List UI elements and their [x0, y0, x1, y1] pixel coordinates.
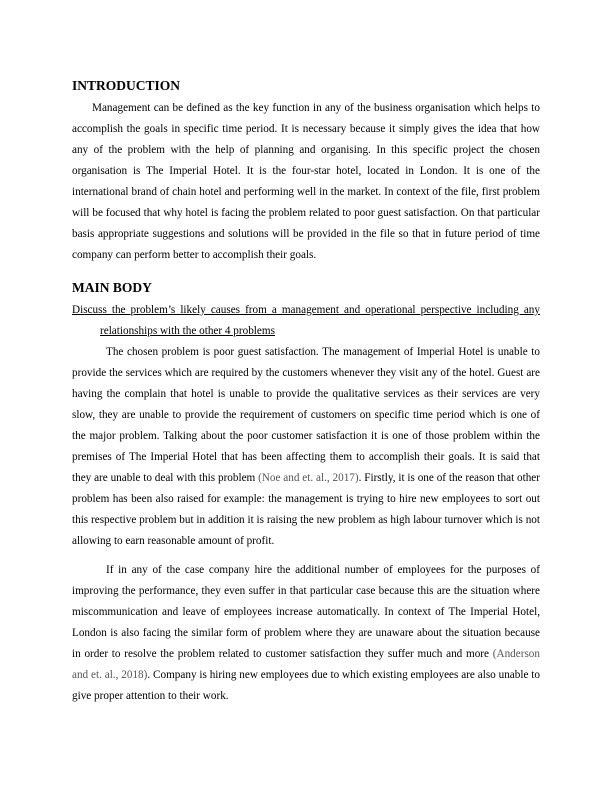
body-paragraph-2 — [72, 560, 540, 707]
section-subheading: Discuss the problem’s likely causes from a management and operational perspective including any relationships with the other 4 problems — [72, 304, 540, 337]
introduction-heading: INTRODUCTION — [72, 78, 181, 93]
paragraph-text: . Company is hiring new employees due to which existing employees are also unable to give proper attention to their work. — [72, 669, 540, 702]
citation: (Noe and et. al., 2017) — [258, 472, 359, 484]
introduction-paragraph: Management can be defined as the key function in any of the business organisation which helps to accomplish the goals in specific time period. It is necessary because it simply gives the idea that how any of the problem with the help of planning and organising. In this specific project the chosen organisation is The Imperial Hotel. It is the four-star hotel, located in London. It is one of the international brand of chain hotel and performing well in the market. In context of the file, first problem will be focused that why hotel is facing the problem related to poor guest satisfaction. On that particular basis appropriate suggestions and solutions will be provided in the file so that in future period of time company can perform better to accomplish their goals. — [72, 102, 540, 261]
paragraph-text: . Firstly, it is one of the reason that other problem has been also raised for example: the management is trying to hire new employees to sort out this respective problem but in addition it is raising the new problem as high labour turnover which is not allowing to earn reasonable amount of profit. — [72, 472, 540, 547]
citation: (Anderson and et. al., 2018) — [72, 648, 540, 681]
main-body-heading: MAIN BODY — [72, 280, 152, 295]
paragraph-text: If in any of the case company hire the additional number of employees for the purposes of improving the performance, they even suffer in that particular case because this are the situation where miscommunication and leave of employees increase automatically. In context of The Imperial Hotel, London is also facing the similar form of problem where they are unaware about the situation because in order to resolve the problem related to customer satisfaction they suffer much and more — [72, 564, 540, 660]
body-paragraph-1 — [72, 342, 540, 552]
page-content — [72, 77, 540, 707]
paragraph-text: The chosen problem is poor guest satisfaction. The management of Imperial Hotel is unable to provide the services which are required by the customers whenever they visit any of the hotel. Guest are having the complain that hotel is unable to provide the qualitative services as their services are very slow, they are unable to provide the requirement of customers on specific time period which is one of the major problem. Talking about the poor customer satisfaction it is one of those problem within the premises of The Imperial Hotel that has been affecting them to accomplish their goals. It is said that they are unable to deal with this problem — [72, 346, 540, 484]
